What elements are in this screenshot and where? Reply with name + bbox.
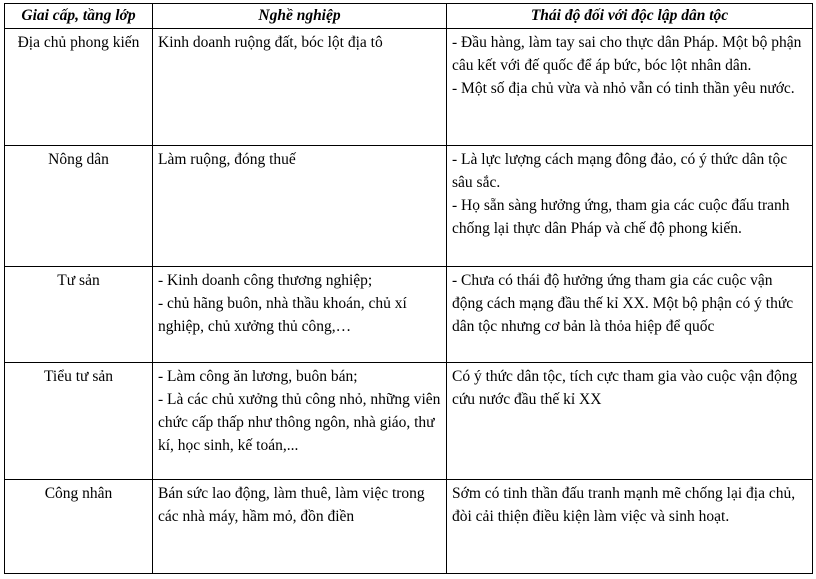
attitude-cell bbox=[447, 29, 813, 146]
header-row bbox=[5, 4, 813, 29]
occupation-line: - chủ hãng buôn, nhà thầu khoán, chủ xí nghiệp, chủ xưởng thủ công,… bbox=[158, 295, 407, 335]
occupation-cell bbox=[153, 146, 447, 267]
table-row bbox=[5, 363, 813, 480]
occupation-line: - Làm công ăn lương, buôn bán; bbox=[158, 368, 358, 385]
attitude-cell bbox=[447, 267, 813, 363]
table-row bbox=[5, 267, 813, 363]
table-row bbox=[5, 146, 813, 267]
occupation-line: - Là các chủ xưởng thủ công nhỏ, những viên chức cấp thấp như thông ngôn, nhà giáo, thư kí, học sinh, kế toán,... bbox=[158, 391, 441, 454]
social-classes-table bbox=[4, 3, 813, 574]
class-cell: Tư sản bbox=[5, 267, 153, 363]
header-class: Giai cấp, tầng lớp bbox=[5, 4, 153, 29]
occupation-cell bbox=[153, 480, 447, 574]
occupation-cell bbox=[153, 267, 447, 363]
attitude-line: - Một số địa chủ vừa và nhỏ vẫn có tinh thần yêu nước. bbox=[452, 80, 795, 97]
header-occupation: Nghề nghiệp bbox=[153, 4, 447, 29]
occupation-cell bbox=[153, 363, 447, 480]
occupation-line: - Kinh doanh công thương nghiệp; bbox=[158, 272, 373, 289]
attitude-line: Có ý thức dân tộc, tích cực tham gia vào cuộc vận động cứu nước đầu thế kỉ XX bbox=[452, 368, 798, 408]
attitude-line: - Đầu hàng, làm tay sai cho thực dân Pháp. Một bộ phận câu kết với đế quốc để áp bức, bóc lột nhân dân. bbox=[452, 34, 802, 74]
class-cell: Nông dân bbox=[5, 146, 153, 267]
attitude-line: - Chưa có thái độ hưởng ứng tham gia các cuộc vận động cách mạng đầu thế kỉ XX. Một bộ phận có ý thức dân tộc nhưng cơ bản là thỏa hiệp để quốc bbox=[452, 272, 794, 335]
class-cell: Công nhân bbox=[5, 480, 153, 574]
header-attitude: Thái độ đối với độc lập dân tộc bbox=[447, 4, 813, 29]
class-cell: Tiểu tư sản bbox=[5, 363, 153, 480]
attitude-line: Sớm có tinh thần đấu tranh mạnh mẽ chống lại địa chủ, đòi cải thiện điều kiện làm việc và sinh hoạt. bbox=[452, 485, 796, 525]
table-row bbox=[5, 480, 813, 574]
occupation-line: Bán sức lao động, làm thuê, làm việc trong các nhà máy, hầm mỏ, đồn điền bbox=[158, 485, 425, 525]
attitude-cell bbox=[447, 480, 813, 574]
class-cell: Địa chủ phong kiến bbox=[5, 29, 153, 146]
occupation-line: Làm ruộng, đóng thuế bbox=[158, 151, 296, 168]
attitude-cell bbox=[447, 363, 813, 480]
attitude-line: - Họ sẵn sàng hưởng ứng, tham gia các cuộc đấu tranh chống lại thực dân Pháp và chế độ phong kiến. bbox=[452, 197, 790, 237]
occupation-cell bbox=[153, 29, 447, 146]
attitude-line: - Là lực lượng cách mạng đông đảo, có ý thức dân tộc sâu sắc. bbox=[452, 151, 788, 191]
occupation-line: Kinh doanh ruộng đất, bóc lột địa tô bbox=[158, 34, 383, 51]
table-row bbox=[5, 29, 813, 146]
attitude-cell bbox=[447, 146, 813, 267]
